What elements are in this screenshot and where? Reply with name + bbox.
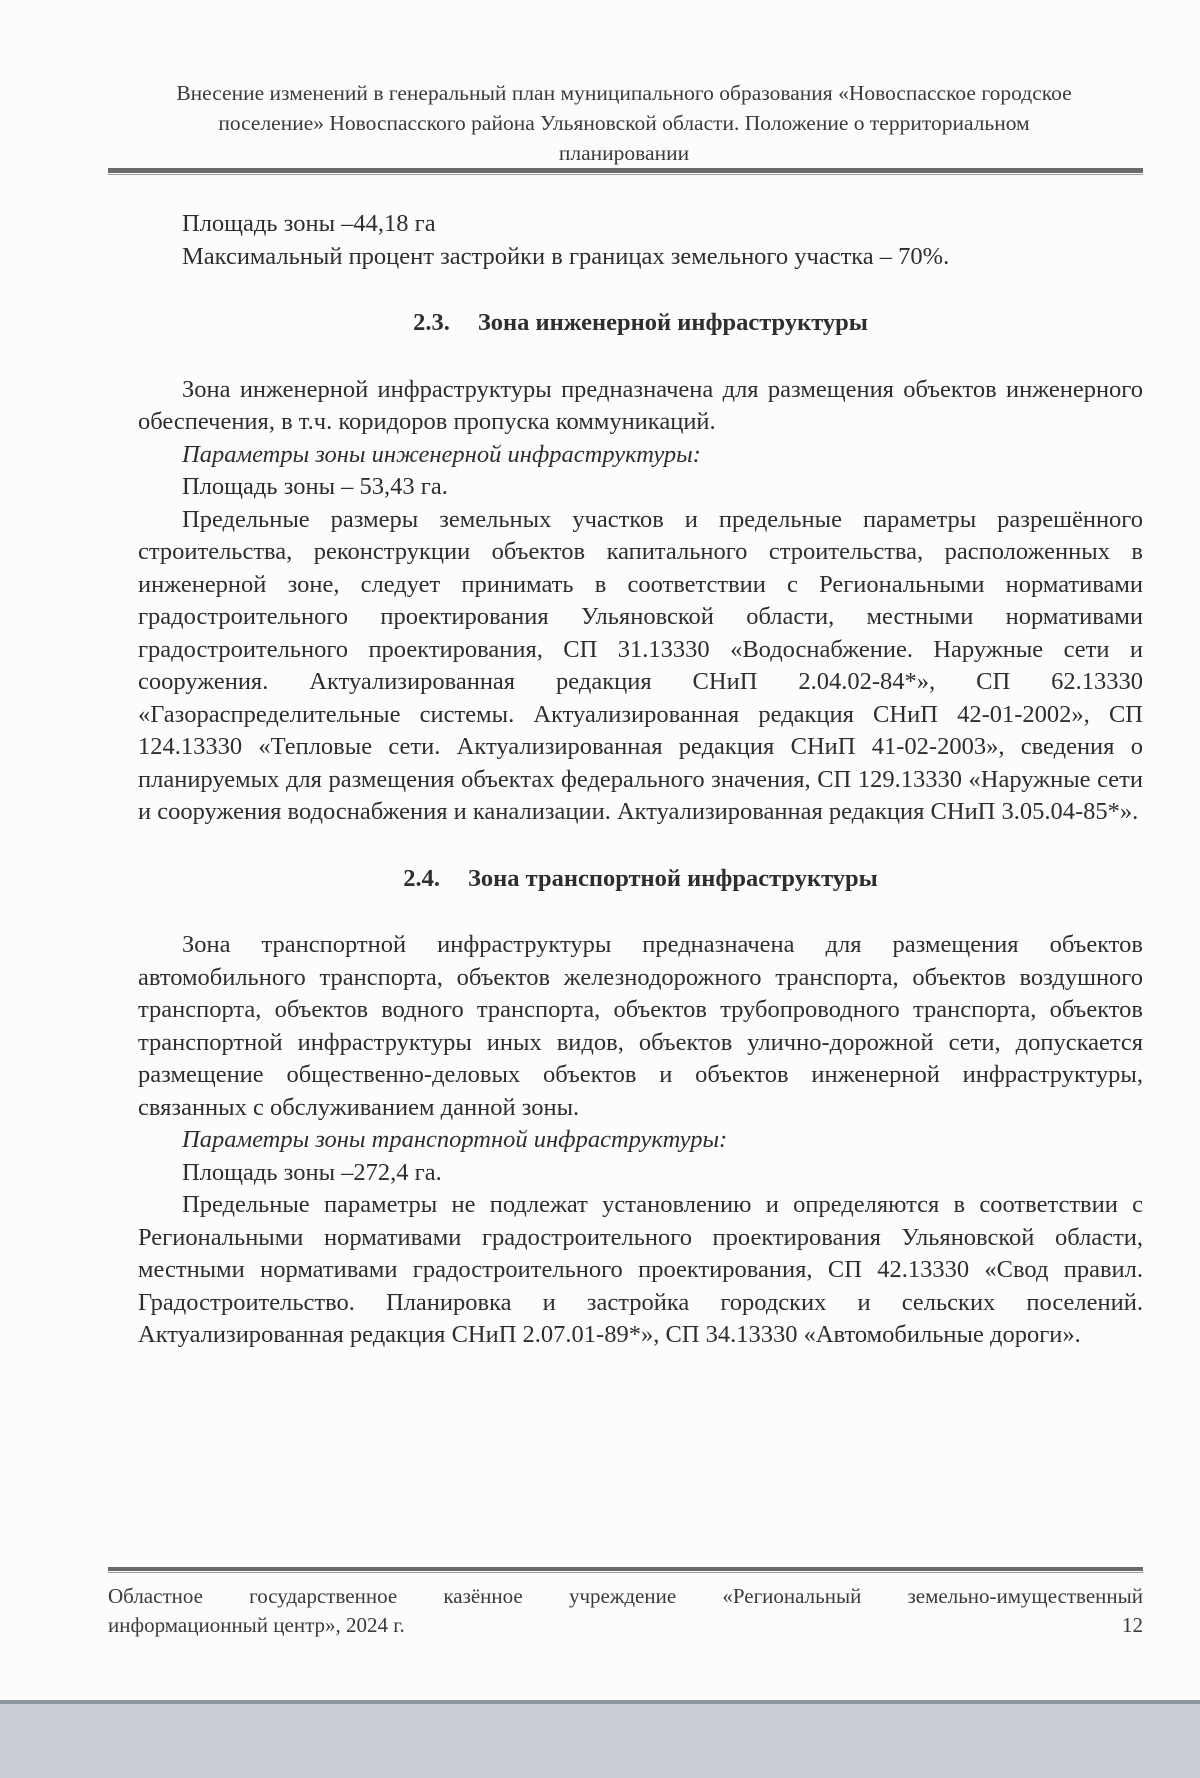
paragraph: Предельные размеры земельных участков и предельные параметры разрешённого строительства, реконструкции объектов капитального строительства, расположенных в инженерной зоне, следует принимать в соответствии с Региональными нормативами градостроительного проектирования Ульяновской области, местными нормативами градостроительного проектирования, СП 31.13330 «Водоснабжение. Наружные сети и сооружения. Актуализированная редакция СНиП 2.04.02-84*», СП 62.13330 «Газораспределительные системы. Актуализированная редакция СНиП 42-01-2002», СП 124.13330 «Тепловые сети. Актуализированная редакция СНиП 41-02-2003», сведения о планируемых для размещения объектах федерального значения, СП 129.13330 «Наружные сети и сооружения водоснабжения и канализации. Актуализированная редакция СНиП 3.05.04-85*».	[138, 505, 1143, 825]
paragraph: Предельные параметры не подлежат установлению и определяются в соответствии с Региональными нормативами градостроительного проектирования Ульяновской области, местными нормативами градостроительного проектирования, СП 42.13330 «Свод правил. Градостроительство. Планировка и застройка городских и сельских поселений. Актуализированная редакция СНиП 2.07.01-89*», СП 34.13330 «Автомобильные дороги».	[138, 1191, 1143, 1348]
section-number: 2.4.	[403, 864, 440, 892]
header-line-3: планировании	[558, 141, 690, 165]
running-header	[108, 78, 1140, 168]
intro-area: Площадь зоны –44,18 га	[182, 210, 436, 237]
section-title: Зона транспортной инфраструктуры	[467, 864, 878, 892]
section-title: Зона инженерной инфраструктуры	[477, 309, 868, 336]
footer-org: информационный центр», 2024 г.	[108, 1613, 405, 1637]
header-line-2: поселение» Новоспасского района Ульяновской области. Положение о территориальном	[218, 111, 1030, 135]
zone-area: Площадь зоны –272,4 га.	[182, 1158, 442, 1186]
footer-line-2	[108, 1611, 1143, 1640]
section-number: 2.3.	[413, 309, 450, 336]
zone-area: Площадь зоны – 53,43 га.	[182, 473, 448, 500]
header-rule	[108, 168, 1143, 173]
parameters-label: Параметры зоны инженерной инфраструктуры:	[182, 440, 701, 468]
running-footer	[108, 1582, 1143, 1640]
footer-line-1: Областное государственное казённое учреждение «Региональный земельно-имущественный	[108, 1584, 1143, 1608]
intro-max-percent: Максимальный процент застройки в границах земельного участка – 70%.	[182, 242, 950, 270]
paragraph: Зона инженерной инфраструктуры предназначена для размещения объектов инженерного обеспечения, в т.ч. коридоров пропуска коммуникаций.	[138, 375, 1143, 435]
footer-rule-thin	[108, 1572, 1143, 1573]
paragraph: Зона транспортной инфраструктуры предназначена для размещения объектов автомобильного транспорта, объектов железнодорожного транспорта, объектов воздушного транспорта, объектов водного транспорта, объектов трубопроводного транспорта, объектов транспортной инфраструктуры иных видов, объектов улично-дорожной сети, допускается размещение общественно-деловых объектов и объектов инженерной инфраструктуры, связанных с обслуживанием данной зоны.	[138, 931, 1143, 1121]
header-line-1: Внесение изменений в генеральный план муниципального образования «Новоспасское городское	[176, 81, 1072, 105]
section-heading-2-3	[138, 307, 1143, 340]
parameters-label: Параметры зоны транспортной инфраструктуры:	[182, 1126, 728, 1153]
scanner-edge	[0, 1700, 1200, 1778]
header-rule-thin	[108, 174, 1143, 175]
page-number: 12	[1122, 1613, 1143, 1637]
document-body	[138, 208, 1143, 1352]
footer-rule	[108, 1567, 1143, 1571]
section-heading-2-4	[138, 863, 1143, 896]
